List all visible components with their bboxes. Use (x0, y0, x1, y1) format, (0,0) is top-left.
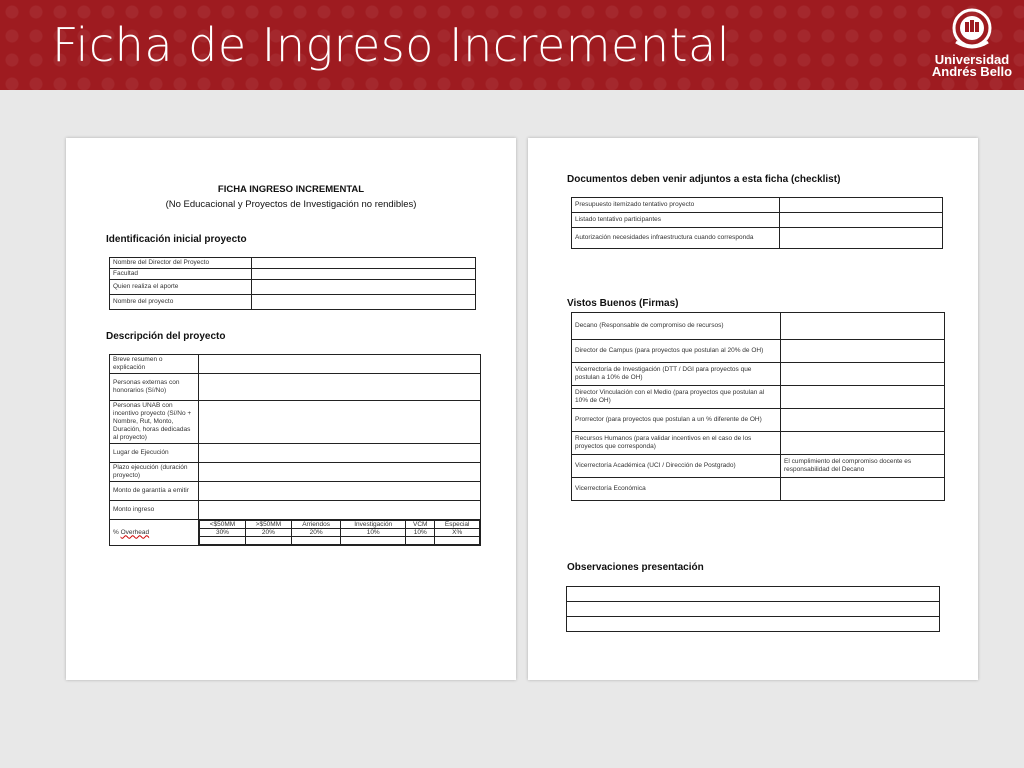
checkbox-cell[interactable] (780, 228, 943, 249)
observation-line[interactable] (567, 602, 940, 617)
table-row (572, 409, 945, 432)
form-subtitle: (No Educacional y Proyectos de Investigación no rendibles) (165, 199, 417, 210)
signature-label: Director Vinculación con el Medio (para proyectos que postulan al 10% de OH) (572, 386, 781, 409)
table-row (572, 213, 943, 228)
row-label: Lugar de Ejecución (110, 444, 199, 463)
crest-icon (952, 8, 992, 52)
signature-cell[interactable] (781, 386, 945, 409)
logo-text-line1: Universidad (934, 52, 1010, 67)
row-label: Listado tentativo participantes (572, 213, 780, 228)
table-row (572, 363, 945, 386)
signature-cell[interactable] (781, 340, 945, 363)
input-cell[interactable] (252, 295, 476, 310)
row-label: Autorización necesidades infraestructura cuando corresponda (572, 228, 780, 249)
row-label: Monto ingreso (110, 501, 199, 520)
pct-value: 30% (200, 529, 246, 537)
signature-label: Recursos Humanos (para validar incentivos en el caso de los proyectos que corresponda) (572, 432, 781, 455)
table-row (572, 228, 943, 249)
overhead-percent-table (199, 520, 480, 545)
table-row (572, 313, 945, 340)
input-cell[interactable] (199, 501, 481, 520)
overhead-word: Overhead (120, 528, 150, 536)
pct-value: 20% (245, 529, 291, 537)
table-row (572, 455, 945, 478)
checkbox-cell[interactable] (780, 198, 943, 213)
signature-label: Vicerrectoría de Investigación (DTT / DGI para proyectos que postulan a 10% de OH) (572, 363, 781, 386)
pct-value: 20% (291, 529, 340, 537)
input-cell[interactable] (252, 269, 476, 280)
input-cell[interactable] (199, 444, 481, 463)
signatures-table (571, 312, 945, 501)
row-label: Personas externas con honorarios (Sí/No) (110, 374, 199, 401)
signature-label: Vicerrectoría Económica (572, 478, 781, 501)
row-label: Breve resumen o explicación (110, 355, 199, 374)
table-row (110, 463, 481, 482)
table-row (110, 280, 476, 295)
table-row (110, 444, 481, 463)
observation-line[interactable] (567, 587, 940, 602)
section-identification-title: Identificación inicial proyecto (106, 234, 247, 245)
input-cell[interactable] (199, 482, 481, 501)
row-label: Personas UNAB con incentivo proyecto (Sí/No + Nombre, Rut, Monto, Duración, horas dedicadas al proyecto) (110, 401, 199, 444)
table-row (572, 198, 943, 213)
table-row (572, 478, 945, 501)
table-row (110, 355, 481, 374)
identification-table (109, 257, 476, 310)
description-table (109, 354, 481, 546)
table-row (567, 602, 940, 617)
pct-header: >$50MM (245, 521, 291, 529)
table-row (572, 386, 945, 409)
logo-text-line2: Andrés Bello (931, 64, 1013, 79)
document-page-left (66, 138, 516, 680)
overhead-prefix: % (113, 528, 121, 536)
pct-header: VCM (406, 521, 435, 529)
input-cell[interactable] (199, 374, 481, 401)
table-row (110, 401, 481, 444)
row-label: Nombre del proyecto (110, 295, 252, 310)
table-row (110, 501, 481, 520)
university-logo (930, 8, 1014, 86)
document-page-right (528, 138, 978, 680)
signature-label: Director de Campus (para proyectos que postulan al 20% de OH) (572, 340, 781, 363)
table-row (110, 295, 476, 310)
signature-cell[interactable] (781, 432, 945, 455)
row-label: Monto de garantía a emitir (110, 482, 199, 501)
checkbox-cell[interactable] (780, 213, 943, 228)
table-row (110, 520, 481, 546)
row-label: Quien realiza el aporte (110, 280, 252, 295)
signature-cell[interactable] (781, 478, 945, 501)
section-observations-title: Observaciones presentación (567, 562, 704, 573)
table-row (572, 340, 945, 363)
table-row (110, 269, 476, 280)
section-description-title: Descripción del proyecto (106, 331, 226, 342)
row-label: Presupuesto itemizado tentativo proyecto (572, 198, 780, 213)
input-cell[interactable] (199, 463, 481, 482)
form-title: FICHA INGRESO INCREMENTAL (217, 184, 365, 195)
signature-label: Prorrector (para proyectos que postulan a un % diferente de OH) (572, 409, 781, 432)
pct-header: <$50MM (200, 521, 246, 529)
header-banner (0, 0, 1024, 90)
pct-value: 10% (406, 529, 435, 537)
row-label: Nombre del Director del Proyecto (110, 258, 252, 269)
pct-header: Investigación (341, 521, 406, 529)
input-cell[interactable] (252, 280, 476, 295)
section-checklist-title: Documentos deben venir adjuntos a esta ficha (checklist) (567, 174, 841, 185)
signature-cell[interactable] (781, 363, 945, 386)
table-row (110, 482, 481, 501)
table-row (572, 432, 945, 455)
signature-label: Decano (Responsable de compromiso de recursos) (572, 313, 781, 340)
pct-header: Especial (435, 521, 480, 529)
signature-cell[interactable]: El cumplimiento del compromiso docente es responsabilidad del Decano (781, 455, 945, 478)
signature-cell[interactable] (781, 313, 945, 340)
signature-cell[interactable] (781, 409, 945, 432)
observation-line[interactable] (567, 617, 940, 632)
table-row (567, 617, 940, 632)
table-row (567, 587, 940, 602)
observations-table (566, 586, 940, 632)
input-cell[interactable] (252, 258, 476, 269)
pct-value: X% (435, 529, 480, 537)
section-signatures-title: Vistos Buenos (Firmas) (567, 298, 679, 309)
pct-value: 10% (341, 529, 406, 537)
slide-title: Ficha de Ingreso Incremental (52, 18, 731, 72)
row-label: Plazo ejecución (duración proyecto) (110, 463, 199, 482)
input-cell[interactable] (199, 355, 481, 374)
input-cell[interactable] (199, 401, 481, 444)
row-label: Facultad (110, 269, 252, 280)
checklist-table (571, 197, 943, 249)
table-row (110, 374, 481, 401)
overhead-percent-cell (199, 520, 481, 546)
pct-header: Arriendos (291, 521, 340, 529)
table-row (110, 258, 476, 269)
overhead-label (110, 520, 199, 546)
signature-label: Vicerrectoría Académica (UCI / Dirección de Postgrado) (572, 455, 781, 478)
